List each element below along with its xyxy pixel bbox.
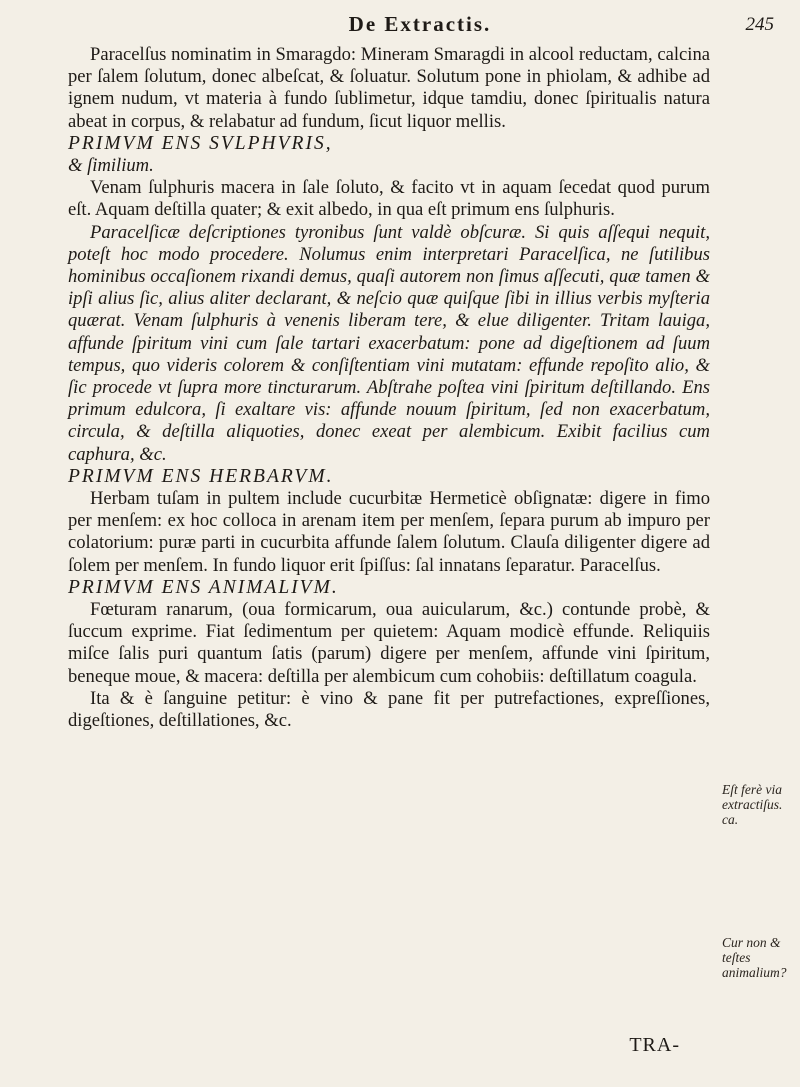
heading-ens-sulphuris: PRIMVM ENS SVLPHVRIS, bbox=[68, 132, 333, 154]
heading-ens-animalium: PRIMVM ENS ANIMALIVM. bbox=[68, 576, 339, 598]
running-head: De Extractis. bbox=[348, 12, 492, 36]
paragraph-smaragdus: Paracelſus nominatim in Smaragdo: Mineram Smaragdi in alcool reductam, calcina per ſalem ſolutum, donec albeſcat, & ſoluatur. Solutum pone in phiolam, & adhibe ad ignem nudum, vt materia à fundo ſublimetur, idque tamdiu, donec ſpiritualis natura abeat in corpus, & relabatur ad fundum, ſicut liquor mellis. bbox=[68, 44, 710, 132]
paragraph-paracelsicae: Paracelſicæ deſcriptiones tyronibus ſunt valdè obſcuræ. Si quis aſſequi nequit, poteſt hoc modo procedere. Nolumus enim interpretari Paracelſica, ne ſutilibus hominibus occaſionem rixandi demus, quaſi autorem non ſimus aſſecuti, quæ tamen & ipſi alius ſic, alius aliter declarant, & neſcio quæ quiſque ſibi in illius verbis myſteria quærat. Venam ſulphuris à venenis liberam tere, & elue diligenter. Tritam lauiga, affunde ſpiritum vini cum ſale tartari exacerbatum: pone ad digeſtionem ad ſuum tempus, quo videris colorem & conſiſtentiam vini mutatam: effunde repoſito alio, & ſic procede vt ſupra more tincturarum. Abſtrahe poſtea vini ſpiritum deſtillando. Ens primum edulcora, ſi exaltare vis: affunde nouum ſpiritum, ſed non exacerbatum, circula, & deſtilla aliquoties, donec exeat per alembicum. Exibit facilius cum caphura, &c. bbox=[68, 221, 710, 465]
page-body bbox=[68, 44, 710, 732]
heading-ens-herbarum: PRIMVM ENS HERBARVM. bbox=[68, 465, 334, 487]
page-number: 245 bbox=[745, 14, 774, 35]
paragraph-herbam: Herbam tuſam in pultem include cucurbitæ Hermeticè obſignatæ: digere in fimo per menſem: ex hoc colloca in arenam item per menſem, ſepara purum ab impuro per colatorium: puræ parti in cucurbita affunde ſalem ſolutum. Clauſa diligenter digere ad ſolem per menſem. In fundo liquor erit ſpiſſus: ſal innatans ſeparatur. Paracelſus. bbox=[68, 488, 710, 576]
paragraph-vena-sulphuris: Venam ſulphuris macera in ſale ſoluto, & facito vt in aquam ſecedat quod purum eſt. Aquam deſtilla quater; & exit albedo, in qua eſt primum ens ſulphuris. bbox=[68, 177, 710, 221]
page-header bbox=[60, 8, 780, 42]
paragraph-sanguine: Ita & è ſanguine petitur: è vino & pane fit per putrefactiones, expreſſiones, digeſtiones, deſtillationes, &c. bbox=[68, 687, 710, 732]
margin-note-via: Eſt ferè via extractiſus. ca. bbox=[722, 782, 783, 827]
margin-note-testes: Cur non & teſtes animalium? bbox=[722, 935, 787, 980]
paragraph-foeturam: Fœturam ranarum, (oua formicarum, oua auicularum, &c.) contunde probè, & ſuccum exprime. Fiat ſedimentum per quietem: Aquam modicè effunde. Reliquiis miſce ſalis puri quantum ſatis (parum) digere per menſem, affunde vini ſpiritum, beneque moue, & macera: deſtilla per alembicum cum cohobiis: deſtillatum coagula. bbox=[68, 599, 710, 687]
subheading-similium: & ſimilium. bbox=[68, 155, 154, 177]
catchword: TRA- bbox=[629, 1034, 680, 1056]
